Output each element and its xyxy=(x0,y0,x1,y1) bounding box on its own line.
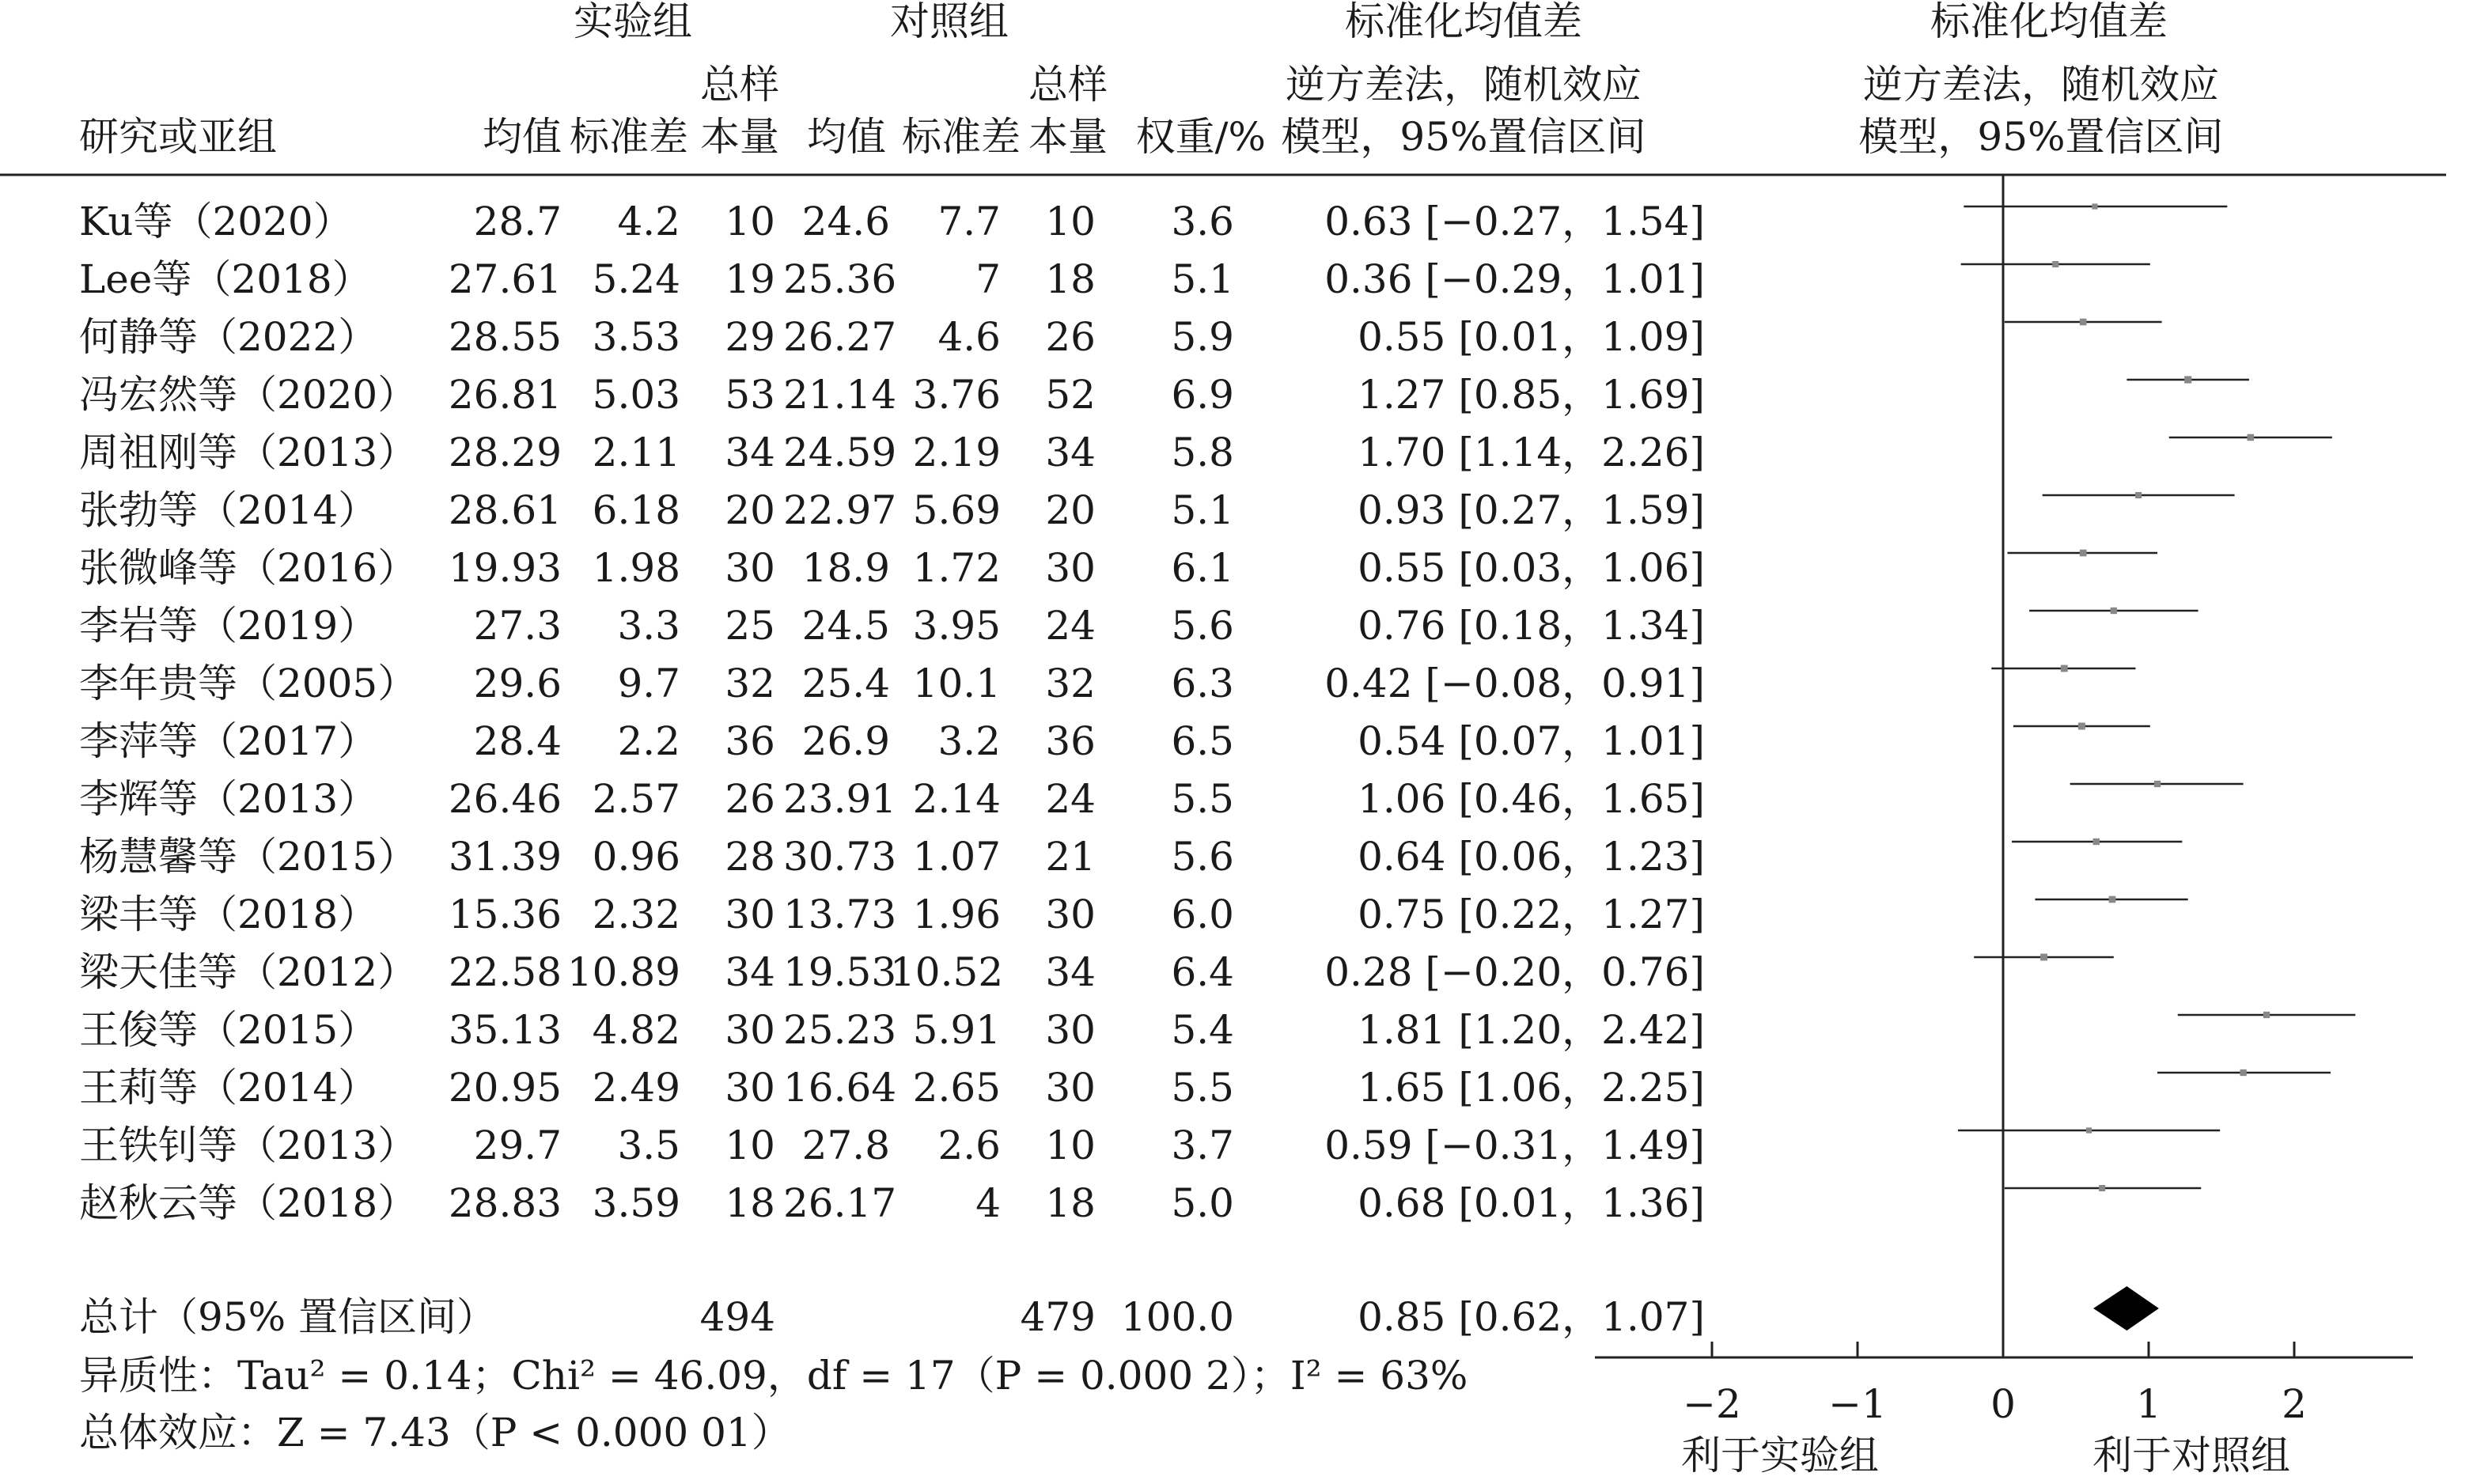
mean-ctrl: 25.4 xyxy=(801,661,890,706)
total-n-exp: 494 xyxy=(699,1294,775,1340)
smd-ci: 0.63 [−0.27，1.54] xyxy=(1324,199,1705,244)
header-n-exp-top: 总样 xyxy=(700,62,779,108)
sd-ctrl: 4 xyxy=(975,1180,1001,1226)
mean-exp: 28.4 xyxy=(473,718,562,764)
pooled-diamond xyxy=(2093,1286,2159,1331)
n-ctrl: 24 xyxy=(1045,603,1096,649)
total-weight: 100.0 xyxy=(1120,1294,1234,1340)
total-n-ctrl: 479 xyxy=(1020,1294,1096,1340)
weight: 5.6 xyxy=(1171,834,1234,880)
mean-ctrl: 26.27 xyxy=(783,314,897,360)
mean-exp: 26.81 xyxy=(448,372,562,418)
header-group-exp: 实验组 xyxy=(574,0,692,44)
header-weight: 权重/% xyxy=(1135,114,1266,160)
sd-exp: 5.24 xyxy=(592,256,680,302)
n-ctrl: 30 xyxy=(1045,892,1096,937)
study-name: 李年贵等（2005） xyxy=(79,661,418,706)
n-exp: 26 xyxy=(725,776,775,822)
header-sd-ctrl: 标准差 xyxy=(902,114,1021,160)
total-ci: 0.85 [0.62，1.07] xyxy=(1358,1294,1705,1340)
mean-ctrl: 23.91 xyxy=(783,776,897,822)
mean-exp: 29.7 xyxy=(473,1122,562,1168)
sd-ctrl: 2.14 xyxy=(912,776,1001,822)
sd-ctrl: 1.96 xyxy=(912,892,1001,937)
smd-ci: 1.65 [1.06，2.25] xyxy=(1358,1065,1705,1111)
sd-ctrl: 2.65 xyxy=(912,1065,1001,1111)
mean-ctrl: 24.59 xyxy=(783,430,897,475)
sd-ctrl: 2.6 xyxy=(937,1122,1001,1168)
point-estimate xyxy=(2061,665,2068,672)
point-estimate xyxy=(2184,376,2191,383)
sd-ctrl: 2.19 xyxy=(912,430,1001,475)
weight: 5.9 xyxy=(1171,314,1234,360)
sd-exp: 3.3 xyxy=(617,603,680,649)
smd-ci: 0.55 [0.01，1.09] xyxy=(1358,314,1705,360)
study-name: 梁丰等（2018） xyxy=(79,892,378,937)
mean-ctrl: 13.73 xyxy=(783,892,897,937)
point-estimate xyxy=(2248,434,2254,441)
sd-ctrl: 10.52 xyxy=(890,949,1004,995)
n-exp: 32 xyxy=(725,661,775,706)
study-name: 李辉等（2013） xyxy=(79,776,378,822)
weight: 5.1 xyxy=(1171,256,1234,302)
sd-ctrl: 1.07 xyxy=(912,834,1001,880)
weight: 6.3 xyxy=(1171,661,1234,706)
n-ctrl: 30 xyxy=(1045,1007,1096,1053)
sd-ctrl: 3.95 xyxy=(912,603,1001,649)
n-exp: 20 xyxy=(725,487,775,533)
header-sd-exp: 标准差 xyxy=(570,114,688,160)
sd-ctrl: 7.7 xyxy=(937,199,1001,244)
n-exp: 18 xyxy=(725,1180,775,1226)
mean-ctrl: 24.6 xyxy=(801,199,890,244)
n-ctrl: 10 xyxy=(1045,1122,1096,1168)
mean-exp: 19.93 xyxy=(448,545,562,591)
mean-exp: 28.55 xyxy=(448,314,562,360)
mean-exp: 20.95 xyxy=(448,1065,562,1111)
mean-ctrl: 25.23 xyxy=(783,1007,897,1053)
study-name: 何静等（2022） xyxy=(79,314,378,360)
sd-exp: 9.7 xyxy=(617,661,680,706)
mean-ctrl: 25.36 xyxy=(783,256,897,302)
mean-ctrl: 22.97 xyxy=(783,487,897,533)
header-group-ctrl: 对照组 xyxy=(890,0,1009,44)
heterogeneity-text: 异质性：Tau² = 0.14；Chi² = 46.09，df = 17（P = 0.000 2）；I² = 63% xyxy=(79,1353,1468,1399)
study-name: Ku等（2020） xyxy=(79,199,353,244)
n-ctrl: 30 xyxy=(1045,1065,1096,1111)
study-name: Lee等（2018） xyxy=(79,256,372,302)
mean-ctrl: 16.64 xyxy=(783,1065,897,1111)
sd-ctrl: 5.91 xyxy=(912,1007,1001,1053)
mean-ctrl: 30.73 xyxy=(783,834,897,880)
weight: 5.4 xyxy=(1171,1007,1234,1053)
n-ctrl: 32 xyxy=(1045,661,1096,706)
sd-ctrl: 10.1 xyxy=(912,661,1001,706)
point-estimate xyxy=(2080,319,2087,326)
weight: 3.6 xyxy=(1171,199,1234,244)
n-exp: 53 xyxy=(725,372,775,418)
weight: 6.4 xyxy=(1171,949,1234,995)
point-estimate xyxy=(2093,839,2100,845)
n-exp: 34 xyxy=(725,430,775,475)
smd-ci: 0.42 [−0.08，0.91] xyxy=(1324,661,1705,706)
sd-exp: 4.82 xyxy=(592,1007,680,1053)
point-estimate xyxy=(2263,1012,2270,1018)
sd-exp: 3.53 xyxy=(592,314,680,360)
mean-exp: 28.29 xyxy=(448,430,562,475)
n-ctrl: 52 xyxy=(1045,372,1096,418)
study-name: 杨慧馨等（2015） xyxy=(79,834,418,880)
sd-ctrl: 5.69 xyxy=(912,487,1001,533)
study-name: 王莉等（2014） xyxy=(79,1065,378,1111)
sd-exp: 2.32 xyxy=(592,892,680,937)
n-ctrl: 18 xyxy=(1045,256,1096,302)
mean-ctrl: 18.9 xyxy=(801,545,890,591)
point-estimate xyxy=(2086,1127,2092,1133)
smd-ci: 0.55 [0.03，1.06] xyxy=(1358,545,1705,591)
study-name: 赵秋云等（2018） xyxy=(79,1180,418,1226)
smd-ci: 1.27 [0.85，1.69] xyxy=(1358,372,1705,418)
mean-exp: 28.7 xyxy=(473,199,562,244)
n-ctrl: 26 xyxy=(1045,314,1096,360)
smd-ci: 0.64 [0.06，1.23] xyxy=(1358,834,1705,880)
weight: 6.9 xyxy=(1171,372,1234,418)
n-ctrl: 34 xyxy=(1045,949,1096,995)
smd-ci: 0.93 [0.27，1.59] xyxy=(1358,487,1705,533)
mean-exp: 27.61 xyxy=(448,256,562,302)
n-exp: 30 xyxy=(725,892,775,937)
point-estimate xyxy=(2052,261,2058,267)
study-name: 张勃等（2014） xyxy=(79,487,378,533)
n-exp: 30 xyxy=(725,1007,775,1053)
n-ctrl: 10 xyxy=(1045,199,1096,244)
sd-exp: 0.96 xyxy=(592,834,680,880)
point-estimate xyxy=(2080,550,2087,557)
weight: 6.0 xyxy=(1171,892,1234,937)
n-ctrl: 34 xyxy=(1045,430,1096,475)
weight: 5.8 xyxy=(1171,430,1234,475)
header-n-ctrl-top: 总样 xyxy=(1028,62,1108,108)
study-name: 王俊等（2015） xyxy=(79,1007,378,1053)
n-ctrl: 24 xyxy=(1045,776,1096,822)
study-name: 张微峰等（2016） xyxy=(79,545,418,591)
mean-exp: 29.6 xyxy=(473,661,562,706)
study-name: 李萍等（2017） xyxy=(79,718,378,764)
sd-exp: 10.89 xyxy=(566,949,680,995)
weight: 6.5 xyxy=(1171,718,1234,764)
sd-exp: 6.18 xyxy=(592,487,680,533)
header-mean-ctrl: 均值 xyxy=(807,114,886,160)
weight: 6.1 xyxy=(1171,545,1234,591)
n-exp: 29 xyxy=(725,314,775,360)
sd-exp: 5.03 xyxy=(592,372,680,418)
x-tick-label: −1 xyxy=(1828,1381,1887,1427)
sd-ctrl: 3.76 xyxy=(912,372,1001,418)
header-smd-table-method: 逆方差法，随机效应 xyxy=(1286,62,1642,108)
mean-exp: 35.13 xyxy=(448,1007,562,1053)
header-smd-plot-model: 模型，95%置信区间 xyxy=(1858,114,2224,160)
study-name: 王铁钊等（2013） xyxy=(79,1122,418,1168)
smd-ci: 0.59 [−0.31，1.49] xyxy=(1324,1122,1705,1168)
weight: 5.6 xyxy=(1171,603,1234,649)
smd-ci: 0.28 [−0.20，0.76] xyxy=(1324,949,1705,995)
sd-exp: 2.49 xyxy=(592,1065,680,1111)
mean-ctrl: 21.14 xyxy=(783,372,897,418)
x-tick-label: −2 xyxy=(1683,1381,1741,1427)
n-ctrl: 30 xyxy=(1045,545,1096,591)
weight: 5.5 xyxy=(1171,1065,1234,1111)
mean-exp: 28.83 xyxy=(448,1180,562,1226)
point-estimate xyxy=(2040,954,2047,961)
sd-exp: 3.59 xyxy=(592,1180,680,1226)
sd-exp: 2.57 xyxy=(592,776,680,822)
sd-ctrl: 7 xyxy=(975,256,1001,302)
n-exp: 34 xyxy=(725,949,775,995)
smd-ci: 0.68 [0.01，1.36] xyxy=(1358,1180,1705,1226)
smd-ci: 0.75 [0.22，1.27] xyxy=(1358,892,1705,937)
smd-ci: 0.76 [0.18，1.34] xyxy=(1358,603,1705,649)
smd-ci: 1.81 [1.20，2.42] xyxy=(1358,1007,1705,1053)
header-smd-plot: 标准化均值差 xyxy=(1930,0,2168,44)
sd-ctrl: 3.2 xyxy=(937,718,1001,764)
weight: 3.7 xyxy=(1171,1122,1234,1168)
mean-ctrl: 24.5 xyxy=(801,603,890,649)
n-exp: 10 xyxy=(725,199,775,244)
point-estimate xyxy=(2111,608,2117,614)
n-exp: 30 xyxy=(725,1065,775,1111)
n-ctrl: 36 xyxy=(1045,718,1096,764)
n-exp: 19 xyxy=(725,256,775,302)
header-smd-table-model: 模型，95%置信区间 xyxy=(1281,114,1646,160)
mean-ctrl: 27.8 xyxy=(801,1122,890,1168)
header-smd-plot-method: 逆方差法，随机效应 xyxy=(1863,62,2219,108)
weight: 5.5 xyxy=(1171,776,1234,822)
n-ctrl: 18 xyxy=(1045,1180,1096,1226)
sd-exp: 3.5 xyxy=(617,1122,680,1168)
smd-ci: 1.70 [1.14，2.26] xyxy=(1358,430,1705,475)
x-tick-label: 1 xyxy=(2136,1381,2161,1427)
mean-exp: 26.46 xyxy=(448,776,562,822)
sd-exp: 1.98 xyxy=(592,545,680,591)
study-name: 梁天佳等（2012） xyxy=(79,949,418,995)
overall-effect-text: 总体效应：Z = 7.43（P < 0.000 01） xyxy=(79,1410,791,1456)
header-n-ctrl-bottom: 本量 xyxy=(1028,114,1108,160)
weight: 5.0 xyxy=(1171,1180,1234,1226)
study-name: 李岩等（2019） xyxy=(79,603,378,649)
mean-ctrl: 19.53 xyxy=(783,949,897,995)
header-mean-exp: 均值 xyxy=(483,114,562,160)
n-ctrl: 20 xyxy=(1045,487,1096,533)
smd-ci: 0.54 [0.07，1.01] xyxy=(1358,718,1705,764)
n-ctrl: 21 xyxy=(1045,834,1096,880)
sd-ctrl: 4.6 xyxy=(937,314,1001,360)
point-estimate xyxy=(2240,1069,2246,1076)
header-smd-table: 标准化均值差 xyxy=(1345,0,1582,44)
mean-exp: 28.61 xyxy=(448,487,562,533)
mean-exp: 31.39 xyxy=(448,834,562,880)
mean-exp: 27.3 xyxy=(473,603,562,649)
x-tick-label: 0 xyxy=(1990,1381,2016,1427)
sd-exp: 2.2 xyxy=(617,718,680,764)
point-estimate xyxy=(2078,723,2085,730)
smd-ci: 1.06 [0.46，1.65] xyxy=(1358,776,1705,822)
header-n-exp-bottom: 本量 xyxy=(700,114,779,160)
smd-ci: 0.36 [−0.29，1.01] xyxy=(1324,256,1705,302)
mean-ctrl: 26.9 xyxy=(801,718,890,764)
n-exp: 28 xyxy=(725,834,775,880)
x-tick-label: 2 xyxy=(2282,1381,2307,1427)
favours-control: 利于对照组 xyxy=(2092,1433,2290,1478)
point-estimate xyxy=(2109,896,2116,903)
mean-exp: 15.36 xyxy=(448,892,562,937)
sd-ctrl: 1.72 xyxy=(912,545,1001,591)
point-estimate xyxy=(2099,1185,2105,1191)
favours-experimental: 利于实验组 xyxy=(1681,1433,1879,1478)
study-name: 冯宏然等（2020） xyxy=(79,372,418,418)
n-exp: 25 xyxy=(725,603,775,649)
mean-ctrl: 26.17 xyxy=(783,1180,897,1226)
study-name: 周祖刚等（2013） xyxy=(79,430,418,475)
header-study: 研究或亚组 xyxy=(79,114,277,160)
n-exp: 30 xyxy=(725,545,775,591)
point-estimate xyxy=(2092,203,2097,209)
sd-exp: 4.2 xyxy=(617,199,680,244)
sd-exp: 2.11 xyxy=(592,430,680,475)
mean-exp: 22.58 xyxy=(448,949,562,995)
point-estimate xyxy=(2135,492,2142,498)
weight: 5.1 xyxy=(1171,487,1234,533)
point-estimate xyxy=(2154,781,2161,787)
n-exp: 10 xyxy=(725,1122,775,1168)
total-label: 总计（95% 置信区间） xyxy=(79,1294,497,1340)
n-exp: 36 xyxy=(725,718,775,764)
